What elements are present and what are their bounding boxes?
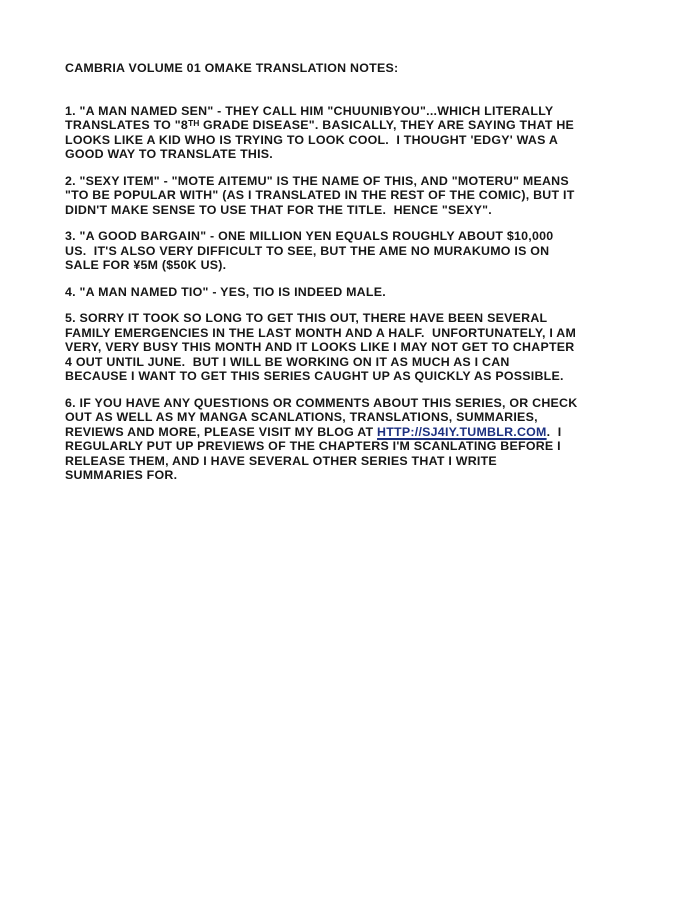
text-line: 6. IF YOU HAVE ANY QUESTIONS OR COMMENTS ABOUT THIS SERIES, OR CHECK — [65, 395, 578, 410]
note-paragraph-3 — [65, 229, 672, 273]
text-line: LOOKS LIKE A KID WHO IS TRYING TO LOOK COOL. I THOUGHT 'EDGY' WAS A — [65, 132, 559, 147]
note-paragraph-1 — [65, 104, 672, 162]
text-line: 5. SORRY IT TOOK SO LONG TO GET THIS OUT, THERE HAVE BEEN SEVERAL — [65, 311, 548, 325]
text-line: 1. "A MAN NAMED SEN" - THEY CALL HIM "CHUUNIBYOU"...WHICH LITERALLY — [65, 103, 554, 118]
blog-link[interactable]: HTTP://SJ4IY.TUMBLR.COM — [377, 424, 547, 439]
text-line: VERY, VERY BUSY THIS MONTH AND IT LOOKS LIKE I MAY NOT GET TO CHAPTER — [65, 340, 575, 354]
text-line: FAMILY EMERGENCIES IN THE LAST MONTH AND A HALF. UNFORTUNATELY, I AM — [65, 325, 577, 340]
note-paragraph-4 — [65, 285, 672, 300]
text-line: RELEASE THEM, AND I HAVE SEVERAL OTHER SERIES THAT I WRITE — [65, 453, 497, 468]
page-title: CAMBRIA VOLUME 01 OMAKE TRANSLATION NOTES: — [65, 61, 399, 75]
text-line: SUMMARIES FOR. — [65, 468, 178, 482]
text-line: US. IT'S ALSO VERY DIFFICULT TO SEE, BUT THE AME NO MURAKUMO IS ON — [65, 243, 550, 258]
text-line: 4. "A MAN NAMED TIO" - YES, TIO IS INDEED MALE. — [65, 284, 386, 299]
note-paragraph-6 — [65, 396, 672, 483]
link-line-before-text: REVIEWS AND MORE, PLEASE VISIT MY BLOG AT — [65, 424, 378, 439]
link-line-after-text: . I — [546, 424, 562, 439]
note-paragraph-5 — [65, 311, 672, 384]
text-line: TRANSLATES TO "8ᵀᴴ GRADE DISEASE". BASICALLY, THEY ARE SAYING THAT HE — [65, 118, 575, 132]
text-line: 2. "SEXY ITEM" - "MOTE AITEMU" IS THE NAME OF THIS, AND "MOTERU" MEANS — [65, 173, 569, 188]
text-line: SALE FOR ¥5M ($50K US). — [65, 258, 227, 272]
text-line: "TO BE POPULAR WITH" (AS I TRANSLATED IN THE REST OF THE COMIC), BUT IT — [65, 188, 575, 202]
text-line: GOOD WAY TO TRANSLATE THIS. — [65, 147, 273, 161]
text-line: 3. "A GOOD BARGAIN" - ONE MILLION YEN EQUALS ROUGHLY ABOUT $10,000 — [65, 229, 554, 243]
text-line: DIDN'T MAKE SENSE TO USE THAT FOR THE TITLE. HENCE "SEXY". — [65, 202, 492, 217]
note-paragraph-2 — [65, 174, 672, 218]
text-line: REGULARLY PUT UP PREVIEWS OF THE CHAPTERS I'M SCANLATING BEFORE I — [65, 439, 561, 453]
text-line: 4 OUT UNTIL JUNE. BUT I WILL BE WORKING ON IT AS MUCH AS I CAN — [65, 354, 510, 369]
text-line: OUT AS WELL AS MY MANGA SCANLATIONS, TRANSLATIONS, SUMMARIES, — [65, 410, 538, 424]
text-line-with-link — [65, 425, 672, 440]
text-line: BECAUSE I WANT TO GET THIS SERIES CAUGHT UP AS QUICKLY AS POSSIBLE. — [65, 369, 564, 383]
